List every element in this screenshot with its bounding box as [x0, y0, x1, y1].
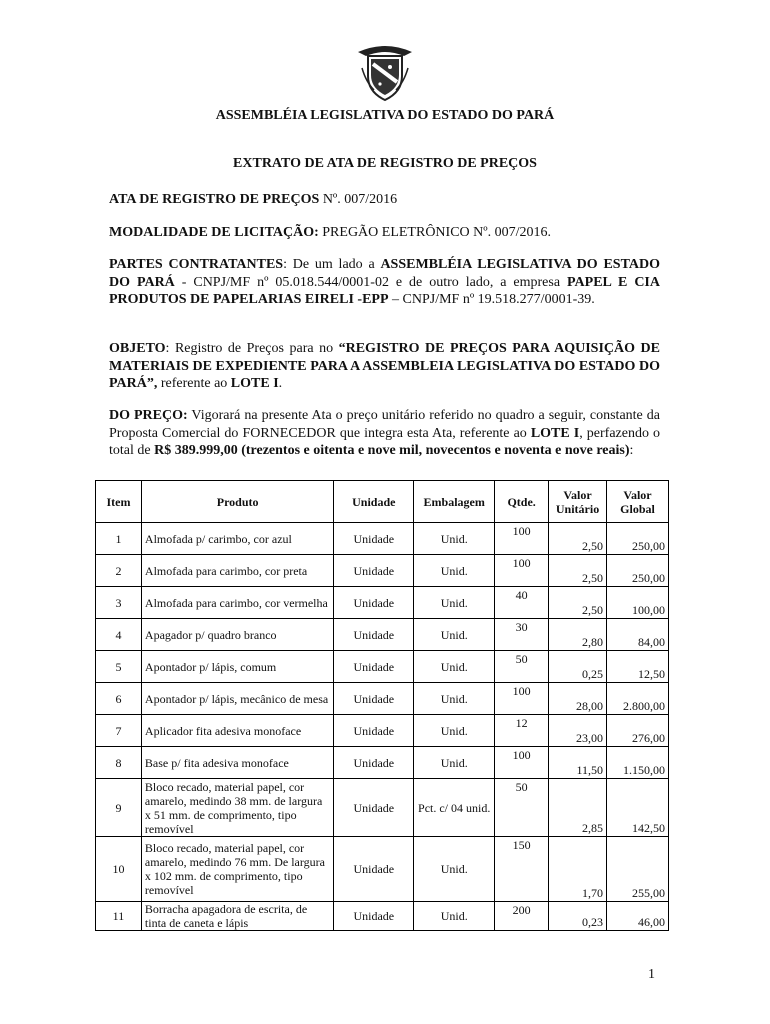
cell-valor-global: 46,00 [607, 902, 669, 931]
cell-unidade: Unidade [334, 555, 414, 587]
header-valor-global: Valor Global [607, 481, 669, 523]
cell-valor-global: 12,50 [607, 651, 669, 683]
header-valor-unitario: Valor Unitário [549, 481, 607, 523]
cell-qtde: 100 [495, 747, 549, 779]
cell-qtde: 100 [495, 683, 549, 715]
partes-text-1: : De um lado a [283, 257, 381, 272]
cell-embalagem: Unid. [414, 837, 495, 902]
modalidade-label: MODALIDADE DE LICITAÇÃO: [109, 225, 319, 240]
header-embalagem: Embalagem [414, 481, 495, 523]
partes-label: PARTES CONTRATANTES [109, 257, 284, 272]
preco-text-1: Vigorará na presente Ata o preço unitário referido no quadro a seguir, constante da Proposta Comercial do FORNECEDOR que integra esta Ata, referente ao [109, 408, 660, 441]
objeto-text-2: referente ao [157, 376, 231, 391]
cell-qtde: 100 [495, 523, 549, 555]
modalidade-value: PREGÃO ELETRÔNICO Nº. 007/2016. [318, 225, 551, 240]
table-row [96, 523, 669, 555]
partes-party-1: ASSEMBLÉIA LEGISLATIVA DO ESTADO DO PARÁ [109, 257, 660, 290]
cell-item: 3 [96, 587, 142, 619]
cell-valor-global: 2.800,00 [607, 683, 669, 715]
cell-embalagem: Unid. [414, 747, 495, 779]
cell-item: 10 [96, 837, 142, 902]
partes-paragraph [109, 256, 660, 309]
cell-produto: Apagador p/ quadro branco [141, 619, 333, 651]
cell-unidade: Unidade [334, 779, 414, 837]
cell-item: 7 [96, 715, 142, 747]
objeto-text-3: . [278, 376, 283, 391]
cell-item: 4 [96, 619, 142, 651]
table-row [96, 555, 669, 587]
cell-item: 1 [96, 523, 142, 555]
cell-item: 5 [96, 651, 142, 683]
cell-embalagem: Pct. c/ 04 unid. [414, 779, 495, 837]
cell-unidade: Unidade [334, 587, 414, 619]
cell-produto: Apontador p/ lápis, mecânico de mesa [141, 683, 333, 715]
cell-valor-unitario: 0,25 [549, 651, 607, 683]
table-row [96, 779, 669, 837]
cell-embalagem: Unid. [414, 587, 495, 619]
cell-item: 9 [96, 779, 142, 837]
table-row [96, 587, 669, 619]
cell-qtde: 50 [495, 779, 549, 837]
cell-item: 2 [96, 555, 142, 587]
cell-valor-unitario: 2,50 [549, 523, 607, 555]
ata-value: Nº. 007/2016 [319, 192, 398, 207]
objeto-lote: LOTE I [230, 376, 279, 391]
partes-party-2: PAPEL E CIA PRODUTOS DE PAPELARIAS EIRELI -EPP [109, 274, 660, 307]
table-row [96, 619, 669, 651]
cell-valor-global: 255,00 [607, 837, 669, 902]
table-row [96, 715, 669, 747]
cell-qtde: 40 [495, 587, 549, 619]
cell-produto: Borracha apagadora de escrita, de tinta de caneta e lápis [141, 902, 333, 931]
cell-produto: Apontador p/ lápis, comum [141, 651, 333, 683]
cell-unidade: Unidade [334, 837, 414, 902]
cell-embalagem: Unid. [414, 715, 495, 747]
cell-unidade: Unidade [334, 683, 414, 715]
cell-embalagem: Unid. [414, 619, 495, 651]
cell-unidade: Unidade [334, 523, 414, 555]
cell-produto: Aplicador fita adesiva monoface [141, 715, 333, 747]
preco-text-3: : [629, 443, 634, 458]
cell-valor-global: 84,00 [607, 619, 669, 651]
cell-produto: Bloco recado, material papel, cor amarelo, medindo 38 mm. de largura x 51 mm. de comprimento, tipo removível [141, 779, 333, 837]
cell-produto: Base p/ fita adesiva monoface [141, 747, 333, 779]
cell-valor-unitario: 11,50 [549, 747, 607, 779]
cell-produto: Almofada p/ carimbo, cor azul [141, 523, 333, 555]
cell-embalagem: Unid. [414, 651, 495, 683]
cell-valor-unitario: 2,80 [549, 619, 607, 651]
cell-qtde: 200 [495, 902, 549, 931]
page-number: 1 [648, 967, 655, 982]
header-produto: Produto [141, 481, 333, 523]
table-row [96, 902, 669, 931]
objeto-subject: “REGISTRO DE PREÇOS PARA AQUISIÇÃO DE MATERIAIS DE EXPEDIENTE PARA A ASSEMBLEIA LEGISLATIVA DO ESTADO DO PARÁ”, [109, 341, 660, 391]
preco-label: DO PREÇO: [109, 408, 188, 423]
cell-qtde: 50 [495, 651, 549, 683]
cell-valor-global: 142,50 [607, 779, 669, 837]
cell-qtde: 30 [495, 619, 549, 651]
document-title: EXTRATO DE ATA DE REGISTRO DE PREÇOS [233, 156, 537, 171]
preco-paragraph [109, 407, 660, 460]
cell-valor-global: 250,00 [607, 523, 669, 555]
table-row [96, 747, 669, 779]
cell-embalagem: Unid. [414, 902, 495, 931]
cell-unidade: Unidade [334, 715, 414, 747]
cell-valor-global: 250,00 [607, 555, 669, 587]
price-table [95, 480, 669, 931]
cell-valor-unitario: 2,85 [549, 779, 607, 837]
ata-label: ATA DE REGISTRO DE PREÇOS [109, 192, 320, 207]
header-unidade: Unidade [334, 481, 414, 523]
institution-heading: ASSEMBLÉIA LEGISLATIVA DO ESTADO DO PARÁ [215, 108, 555, 123]
table-row [96, 683, 669, 715]
cell-item: 6 [96, 683, 142, 715]
cell-qtde: 100 [495, 555, 549, 587]
preco-total: R$ 389.999,00 (trezentos e oitenta e nove mil, novecentos e noventa e nove reais) [154, 443, 630, 458]
cell-valor-unitario: 0,23 [549, 902, 607, 931]
cell-valor-unitario: 28,00 [549, 683, 607, 715]
cell-valor-unitario: 2,50 [549, 587, 607, 619]
cell-qtde: 150 [495, 837, 549, 902]
header-item: Item [96, 481, 142, 523]
cell-unidade: Unidade [334, 747, 414, 779]
partes-text-3: – CNPJ/MF nº 19.518.277/0001-39. [388, 292, 595, 307]
cell-qtde: 12 [495, 715, 549, 747]
cell-produto: Almofada para carimbo, cor vermelha [141, 587, 333, 619]
cell-valor-unitario: 2,50 [549, 555, 607, 587]
table-row [96, 837, 669, 902]
cell-produto: Almofada para carimbo, cor preta [141, 555, 333, 587]
cell-valor-unitario: 1,70 [549, 837, 607, 902]
objeto-text-1: : Registro de Preços para no [165, 341, 339, 356]
cell-item: 11 [96, 902, 142, 931]
cell-unidade: Unidade [334, 619, 414, 651]
objeto-paragraph [109, 340, 660, 393]
preco-lote: LOTE I [530, 425, 580, 441]
preco-text-2: , perfazendo o total de [109, 425, 661, 458]
cell-unidade: Unidade [334, 902, 414, 931]
partes-text-2: - CNPJ/MF nº 05.018.544/0001-02 e de outro lado, a empresa [174, 274, 568, 290]
cell-embalagem: Unid. [414, 555, 495, 587]
cell-valor-global: 1.150,00 [607, 747, 669, 779]
state-coat-of-arms-icon [354, 42, 416, 102]
objeto-label: OBJETO [109, 341, 166, 356]
header-qtde: Qtde. [495, 481, 549, 523]
table-row [96, 651, 669, 683]
modalidade-line [109, 224, 660, 242]
cell-valor-global: 100,00 [607, 587, 669, 619]
cell-embalagem: Unid. [414, 523, 495, 555]
cell-item: 8 [96, 747, 142, 779]
cell-embalagem: Unid. [414, 683, 495, 715]
ata-line [109, 191, 660, 209]
cell-unidade: Unidade [334, 651, 414, 683]
cell-produto: Bloco recado, material papel, cor amarelo, medindo 76 mm. De largura x 102 mm. de comprimento, tipo removível [141, 837, 333, 902]
table-header-row [96, 481, 669, 523]
cell-valor-unitario: 23,00 [549, 715, 607, 747]
cell-valor-global: 276,00 [607, 715, 669, 747]
